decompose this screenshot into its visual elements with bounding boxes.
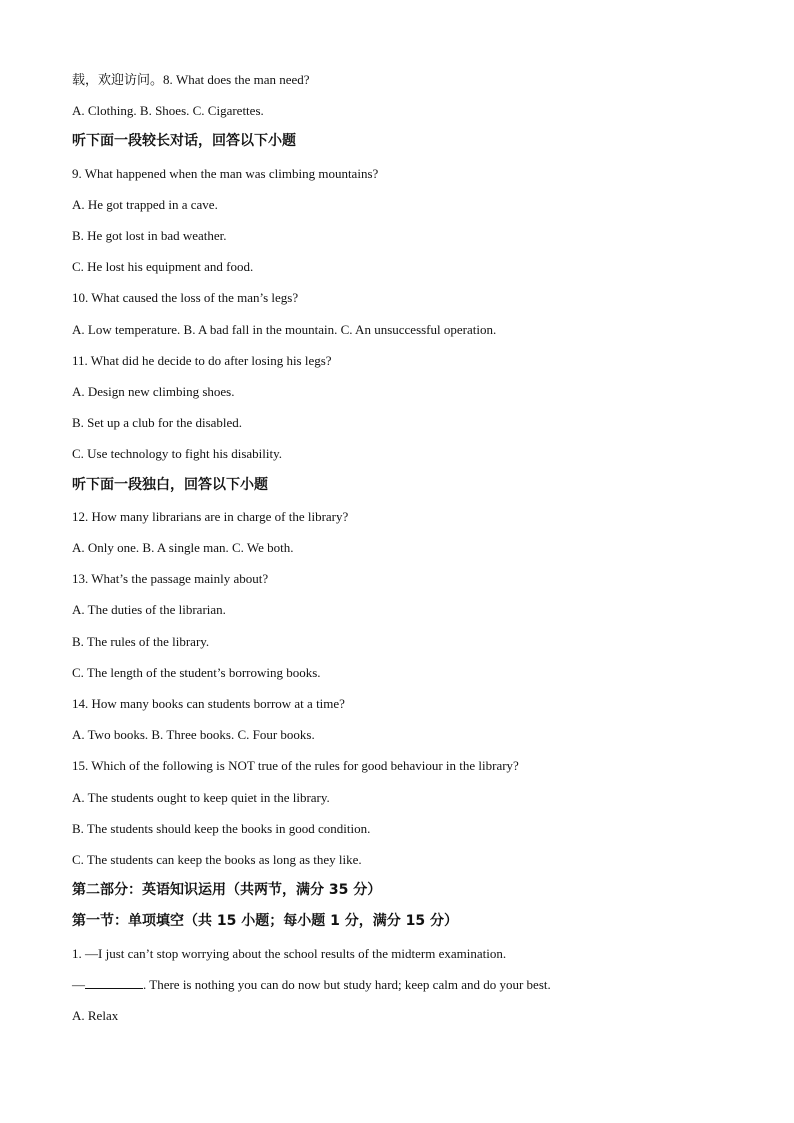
option-9c: C. He lost his equipment and food. xyxy=(72,259,254,275)
option-13b: B. The rules of the library. xyxy=(72,633,210,649)
option-13a: A. The duties of the librarian. xyxy=(72,602,226,618)
question-15: 15. Which of the following is NOT true of the rules for good behaviour in the library? xyxy=(72,758,519,774)
option-9b: B. He got lost in bad weather. xyxy=(72,228,227,244)
question-10: 10. What caused the loss of the man’s legs? xyxy=(72,290,299,306)
options-14: A. Two books. B. Three books. C. Four books. xyxy=(72,727,315,743)
section-heading-long-dialogue: 听下面一段较长对话，回答以下小题 xyxy=(72,133,296,150)
grammar-question-1: 1. —I just can’t stop worrying about the school results of the midterm examination. xyxy=(72,945,507,961)
answer-blank xyxy=(85,976,143,989)
options-10: A. Low temperature. B. A bad fall in the mountain. C. An unsuccessful operation. xyxy=(72,321,497,337)
grammar-option-1a: A. Relax xyxy=(72,1008,119,1024)
section-one-heading: 第一节：单项填空（共 15 小题；每小题 1 分，满分 15 分） xyxy=(72,913,458,930)
option-15c: C. The students can keep the books as long as they like. xyxy=(72,852,362,868)
question-14: 14. How many books can students borrow at a time? xyxy=(72,696,345,712)
reply-dash: — xyxy=(72,976,85,992)
reply-text: . There is nothing you can do now but study hard; keep calm and do your best. xyxy=(143,976,551,992)
question-8: 载，欢迎访问。8. What does the man need? xyxy=(72,72,310,87)
question-13: 13. What’s the passage mainly about? xyxy=(72,571,269,587)
question-9: 9. What happened when the man was climbing mountains? xyxy=(72,165,379,181)
document-page xyxy=(72,64,732,1031)
question-12: 12. How many librarians are in charge of the library? xyxy=(72,508,349,524)
option-15a: A. The students ought to keep quiet in the library. xyxy=(72,789,330,805)
option-11c: C. Use technology to fight his disability. xyxy=(72,446,283,462)
section-heading-monologue: 听下面一段独白，回答以下小题 xyxy=(72,476,268,493)
option-11a: A. Design new climbing shoes. xyxy=(72,384,235,400)
options-8: A. Clothing. B. Shoes. C. Cigarettes. xyxy=(72,103,264,119)
grammar-question-1-reply xyxy=(72,969,732,1000)
part-two-heading: 第二部分：英语知识运用（共两节，满分 35 分） xyxy=(72,882,382,899)
options-12: A. Only one. B. A single man. C. We both. xyxy=(72,540,294,556)
option-9a: A. He got trapped in a cave. xyxy=(72,196,218,212)
option-15b: B. The students should keep the books in good condition. xyxy=(72,820,371,836)
question-11: 11. What did he decide to do after losing his legs? xyxy=(72,352,332,368)
option-11b: B. Set up a club for the disabled. xyxy=(72,415,243,431)
option-13c: C. The length of the student’s borrowing books. xyxy=(72,664,321,680)
